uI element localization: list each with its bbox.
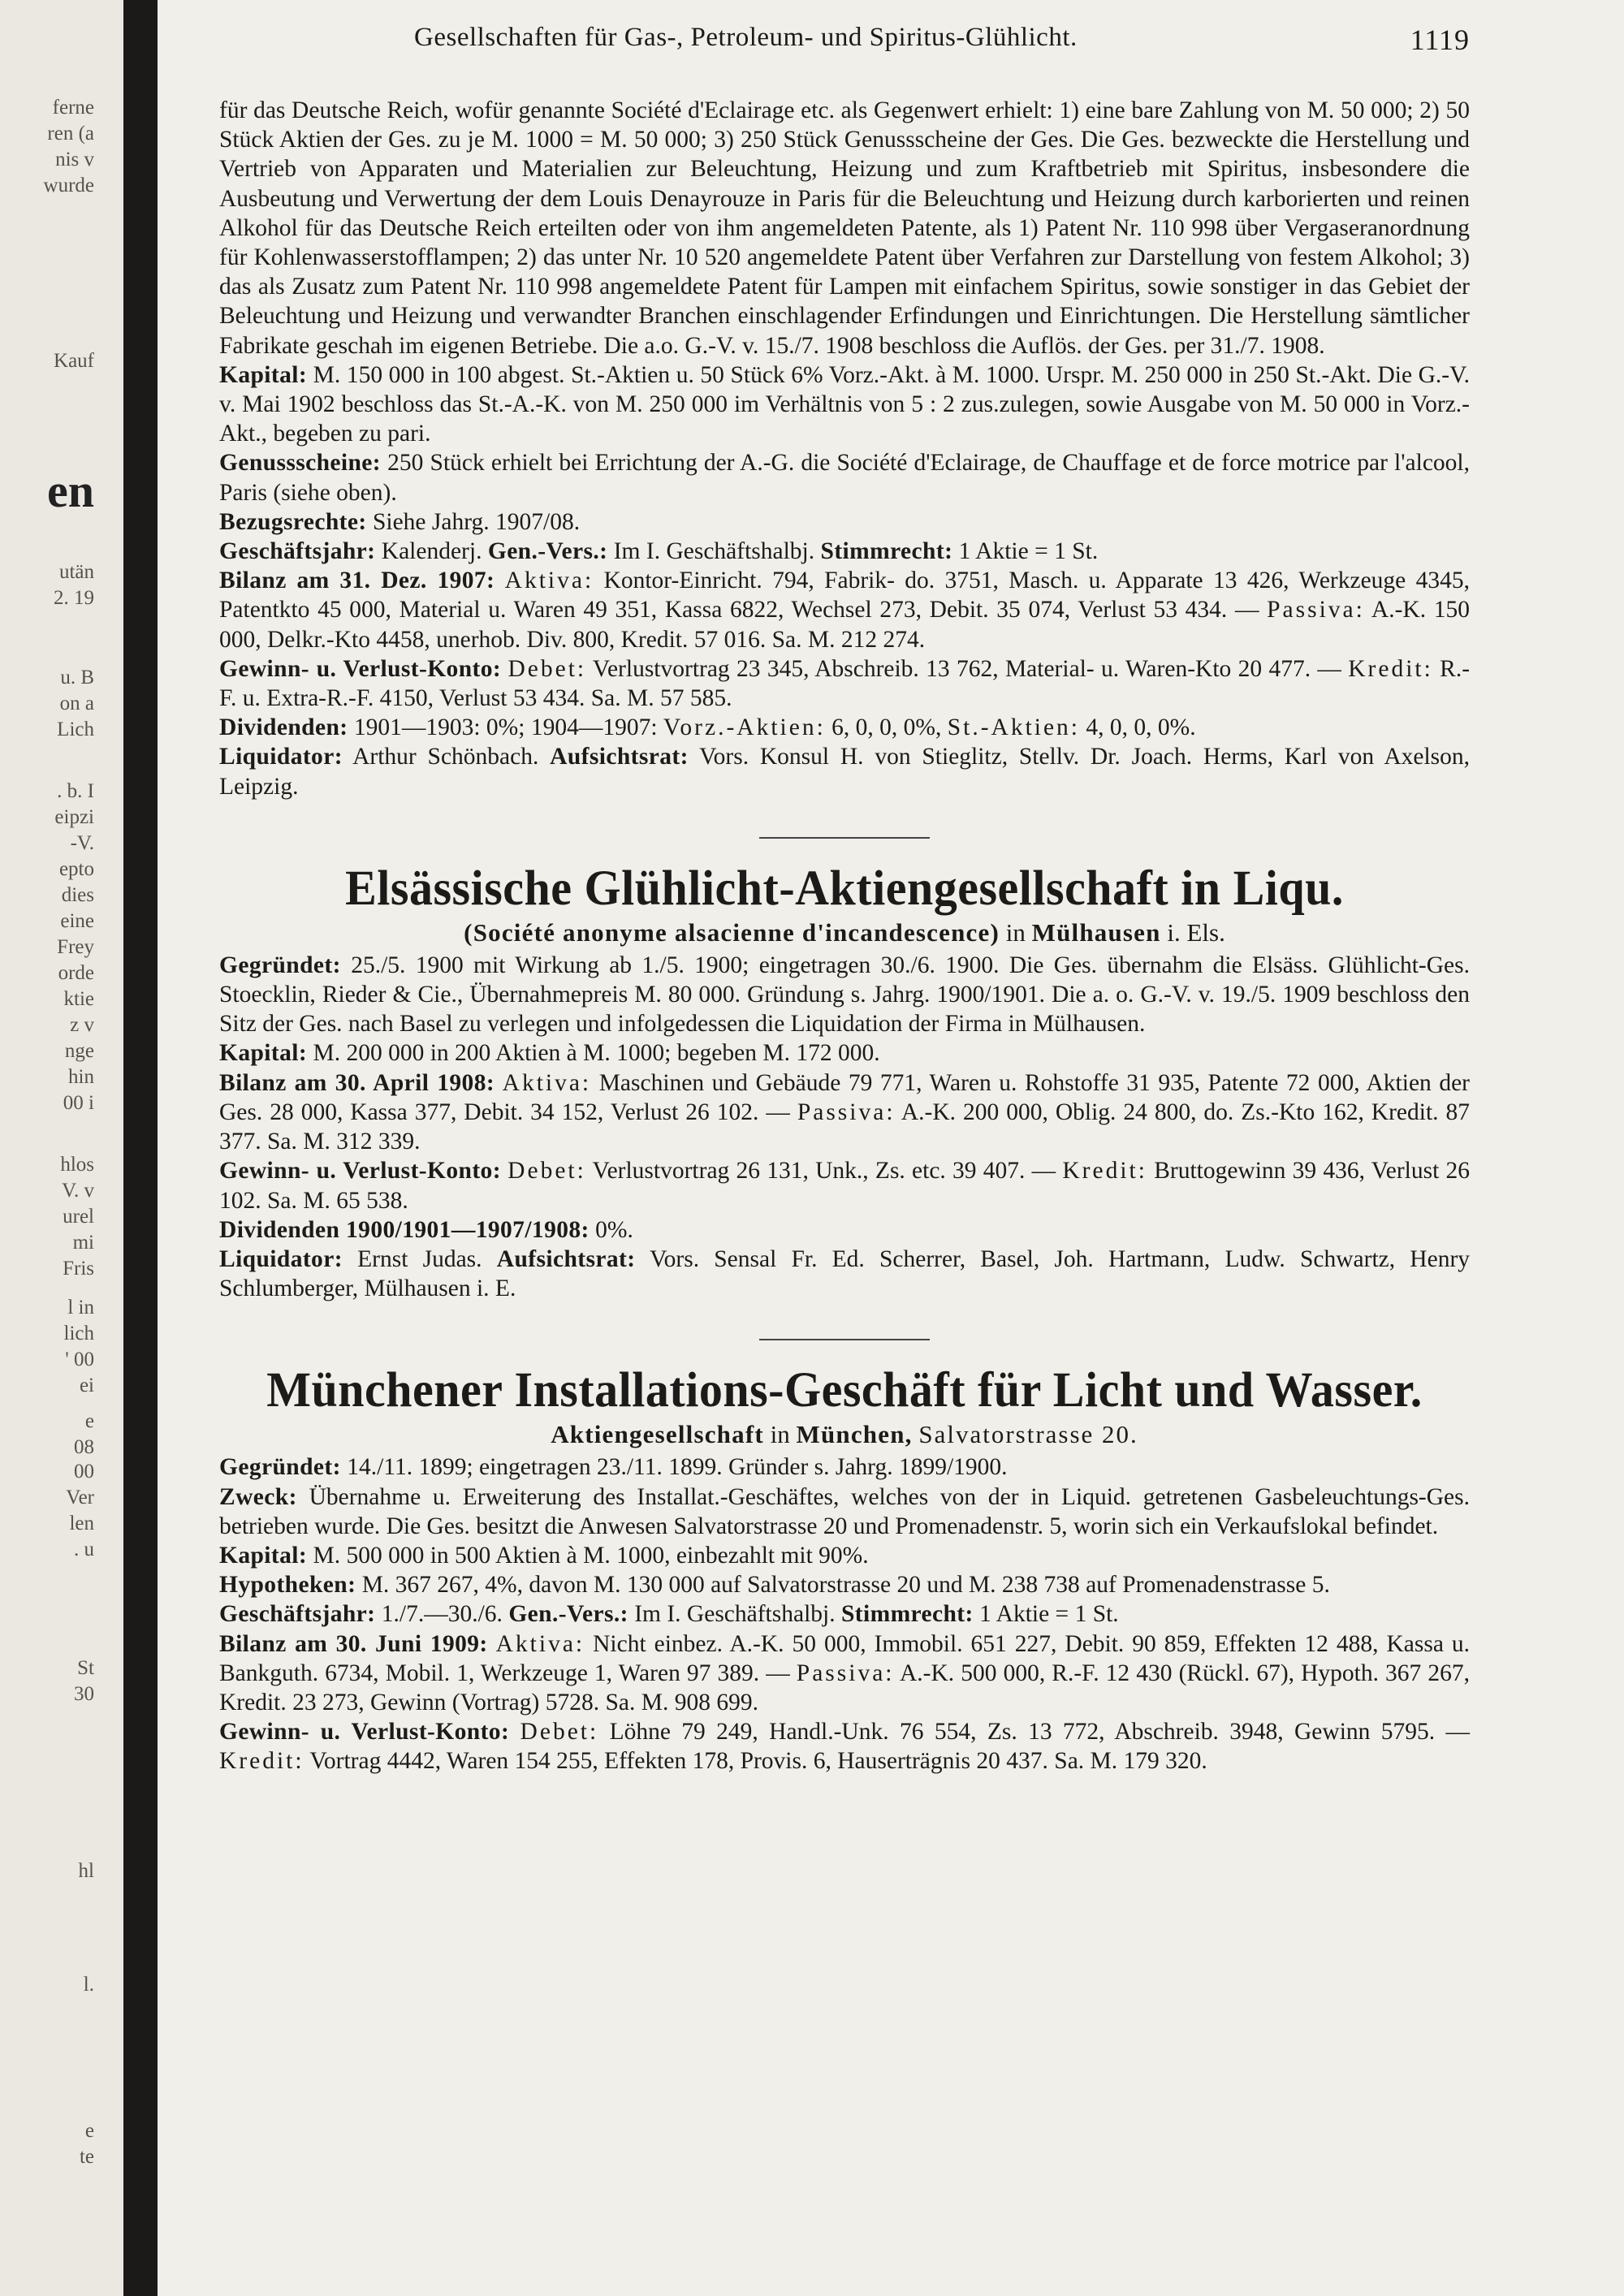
liquidator-label: Liquidator: xyxy=(219,1245,343,1272)
assets-word: Aktiva: xyxy=(504,568,594,594)
margin-fragment: ren (a xyxy=(47,123,94,145)
debit-word: Debet: xyxy=(520,1719,599,1746)
debit-word: Debet: xyxy=(508,655,587,682)
capital-label: Kapital: xyxy=(219,1542,308,1569)
fiscal-year-text: 1./7.—30./6. xyxy=(381,1601,503,1628)
credit-text: Vortrag 4442, Waren 154 255, Effekten 178, Provis. 6, Hauserträgnis 20 437. Sa. M. 179 320. xyxy=(309,1748,1207,1775)
liabilities-word: Passiva: xyxy=(1267,597,1365,624)
liquidator-paragraph xyxy=(219,742,1470,801)
preferred-shares-word: Vorz.-Aktien: xyxy=(663,714,826,741)
assets-text: Nicht einbez. A.-K. 50 000, Immobil. 651 227, Debit. 90 859, Effekten 12 488, Kassa u. Bankguth. 6734, Mobil. 1, Werkzeuge 1, Waren 97 389. — xyxy=(219,1630,1471,1686)
subtitle-in: in xyxy=(1005,917,1026,947)
margin-fragment: en xyxy=(47,464,94,517)
margin-fragment: -V. xyxy=(70,832,94,854)
capital-text: M. 500 000 in 500 Aktien à M. 1000, einbezahlt mit 90%. xyxy=(313,1542,869,1569)
margin-fragment: len xyxy=(69,1513,94,1534)
capital-text: M. 150 000 in 100 abgest. St.-Aktien u. 50 Stück 6% Vorz.-Akt. à M. 1000. Urspr. M. 250 000 in 250 St.-Akt. Die G.-V. v. Mai 1902 beschloss das St.-A.-K. von M. 250 000 im Verhältnis von 5 : 2 zus.zulegen, sowie Ausgabe von M. 50 000 in Vorz.-Akt., begeben zu pari. xyxy=(219,361,1471,447)
book-spine-shadow xyxy=(123,0,158,2296)
profit-shares-text: 250 Stück erhielt bei Errichtung der A.-G. die Société d'Eclairage, de Chauffage et de force motrice par l'alcool, Paris (siehe oben). xyxy=(219,450,1470,506)
assets-word: Aktiva: xyxy=(502,1069,592,1096)
margin-fragment: Kauf xyxy=(54,350,94,372)
profit-loss-paragraph xyxy=(219,1156,1470,1215)
margin-fragment: hlos xyxy=(60,1154,94,1176)
debit-text: Verlustvortrag 23 345, Abschreib. 13 762, Material- u. Waren-Kto 20 477. — xyxy=(592,655,1341,682)
adjacent-page-margin xyxy=(0,0,123,2296)
liquidator-paragraph xyxy=(219,1245,1470,1303)
credit-word: Kredit: xyxy=(219,1748,304,1775)
margin-fragment: Frey xyxy=(57,936,94,958)
assets-word: Aktiva: xyxy=(495,1630,585,1657)
dividends-text-c: 4, 0, 0, 0%. xyxy=(1086,714,1196,741)
company-city: München, xyxy=(796,1420,913,1449)
profit-loss-label: Gewinn- u. Verlust-Konto: xyxy=(219,1158,501,1185)
company-subtitle xyxy=(219,1418,1470,1451)
debit-text: Verlustvortrag 26 131, Unk., Zs. etc. 39 407. — xyxy=(592,1158,1056,1185)
founded-paragraph xyxy=(219,951,1470,1039)
purpose-paragraph xyxy=(219,1482,1470,1541)
company-legal-form: Aktiengesellschaft xyxy=(551,1420,764,1449)
profit-shares-label: Genussscheine: xyxy=(219,450,382,477)
page-header xyxy=(187,23,1470,60)
capital-label: Kapital: xyxy=(219,361,308,388)
margin-fragment: 00 xyxy=(74,1461,94,1482)
margin-fragment: ei xyxy=(79,1375,94,1396)
credit-word: Kredit: xyxy=(1062,1158,1147,1185)
founded-paragraph xyxy=(219,1452,1470,1482)
general-meeting-text: Im I. Geschäftshalbj. xyxy=(613,538,815,565)
margin-fragment: hl xyxy=(78,1860,94,1882)
founded-text: 25./5. 1900 mit Wirkung ab 1./5. 1900; eingetragen 30./6. 1900. Die Ges. übernahm die Elsäss. Glühlicht-Ges. Stoecklin, Rieder & Cie., Übernahmepreis M. 80 000. Gründung s. Jahrg. 1900/1901. Die a. o. G.-V. v. 19./5. 1909 beschloss den Sitz der Ges. nach Basel zu verlegen und infolgedessen die Liquidation der Firma in Mülhausen. xyxy=(219,952,1471,1038)
dividends-paragraph xyxy=(219,1215,1470,1245)
margin-fragment: te xyxy=(79,2146,94,2168)
founded-label: Gegründet: xyxy=(219,1454,341,1481)
margin-fragment: hin xyxy=(68,1066,94,1088)
margin-fragment: ferne xyxy=(52,97,94,119)
common-shares-word: St.-Aktien: xyxy=(947,714,1081,741)
fiscal-year-paragraph xyxy=(219,1599,1470,1629)
margin-fragment: nis v xyxy=(55,149,94,170)
subtitle-in: in xyxy=(770,1420,790,1449)
liquidator-label: Liquidator: xyxy=(219,744,343,770)
profit-loss-label: Gewinn- u. Verlust-Konto: xyxy=(219,1719,510,1746)
liabilities-word: Passiva: xyxy=(797,1098,896,1125)
capital-label: Kapital: xyxy=(219,1040,308,1067)
mortgages-text: M. 367 267, 4%, davon M. 130 000 auf Salvatorstrasse 20 und M. 238 738 auf Promenadenstrasse 5. xyxy=(361,1572,1330,1599)
margin-fragment: nge xyxy=(64,1040,94,1062)
company-subtitle xyxy=(219,917,1470,949)
subscription-rights-text: Siehe Jahrg. 1907/08. xyxy=(372,508,581,535)
margin-fragment: V. v xyxy=(62,1180,94,1202)
purpose-text: Übernahme u. Erweiterung des Installat.-Geschäftes, welches von der in Liquid. getretenen Gasbeleuchtungs-Ges. betrieben wurde. Die Ges. besitzt die Anwesen Salvatorstrasse 20 und Promenadenstr. 5, worin sich ein Verkaufslokal befindet. xyxy=(219,1483,1471,1539)
margin-fragment: eine xyxy=(60,910,94,932)
liabilities-word: Passiva: xyxy=(796,1659,895,1686)
margin-fragment: Ver xyxy=(66,1487,94,1508)
margin-fragment: . u xyxy=(74,1539,94,1560)
margin-fragment: lich xyxy=(63,1323,94,1344)
supervisory-board-text: Vors. Sensal Fr. Ed. Scherrer, Basel, Joh. Hartmann, Ludw. Schwartz, Henry Schlumberger, Mülhausen i. E. xyxy=(219,1245,1471,1302)
company-french-name: (Société anonyme alsacienne d'incandescence) xyxy=(464,917,1000,947)
liabilities-text: A.-K. 150 000, Delkr.-Kto 4458, unerhob. Div. 800, Kredit. 57 016. Sa. M. 212 274. xyxy=(219,597,1471,653)
general-meeting-label: Gen.-Vers.: xyxy=(508,1601,628,1628)
dividends-text: 0%. xyxy=(595,1216,633,1243)
liabilities-text: A.-K. 500 000, R.-F. 12 430 (Rückl. 67), Hypoth. 367 267, Kredit. 23 273, Gewinn (Vortrag) 5728. Sa. M. 908 699. xyxy=(219,1659,1471,1716)
dividends-label: Dividenden 1900/1901—1907/1908: xyxy=(219,1216,590,1243)
margin-fragment: u. B xyxy=(60,667,94,688)
section-divider xyxy=(759,837,930,839)
profit-loss-label: Gewinn- u. Verlust-Konto: xyxy=(219,655,502,682)
margin-fragment: urel xyxy=(63,1206,94,1228)
voting-right-label: Stimmrecht: xyxy=(840,1601,974,1628)
credit-text: Bruttogewinn 39 436, Verlust 26 102. Sa. M. 65 538. xyxy=(219,1158,1471,1214)
margin-fragment: epto xyxy=(58,858,94,880)
credit-word: Kredit: xyxy=(1348,655,1433,682)
capital-paragraph xyxy=(219,1541,1470,1570)
entry-muenchener xyxy=(219,1362,1470,1776)
company-title: Elsässische Glühlicht-Aktiengesellschaft in Liqu. xyxy=(345,860,1344,916)
margin-fragment: ' 00 xyxy=(65,1349,94,1370)
profit-shares-paragraph xyxy=(219,448,1470,507)
capital-paragraph xyxy=(219,1038,1470,1068)
margin-fragment: 30 xyxy=(74,1683,94,1705)
margin-fragment: on a xyxy=(59,693,94,714)
debit-text: Löhne 79 249, Handl.-Unk. 76 554, Zs. 13 772, Abschreib. 3948, Gewinn 5795. — xyxy=(609,1719,1471,1746)
margin-fragment: l. xyxy=(83,1974,94,1996)
fiscal-year-paragraph xyxy=(219,537,1470,566)
margin-fragment: St xyxy=(77,1657,94,1679)
margin-fragment: Lich xyxy=(57,719,94,740)
margin-fragment: wurde xyxy=(43,175,94,196)
margin-fragment: e xyxy=(84,2120,94,2142)
founded-label: Gegründet: xyxy=(219,952,341,978)
dividends-text-b: 6, 0, 0, 0%, xyxy=(831,714,942,741)
debit-word: Debet: xyxy=(508,1158,586,1185)
entry-continued xyxy=(219,96,1470,801)
page-body xyxy=(219,96,1470,1776)
balance-label: Bilanz am 31. Dez. 1907: xyxy=(219,568,495,594)
balance-paragraph xyxy=(219,1629,1470,1718)
profit-loss-paragraph xyxy=(219,654,1470,713)
margin-fragment: mi xyxy=(72,1232,94,1254)
liquidator-text: Arthur Schönbach. xyxy=(352,744,539,770)
supervisory-board-text: Vors. Konsul H. von Stieglitz, Stellv. Dr. Joach. Herms, Karl von Axelson, Leipzig. xyxy=(219,744,1471,800)
subscription-rights-paragraph xyxy=(219,507,1470,537)
company-address: Salvatorstrasse 20. xyxy=(918,1420,1138,1449)
assets-text: Maschinen und Gebäude 79 771, Waren u. Rohstoffe 31 935, Patente 72 000, Aktien der Ges. 28 000, Kassa 377, Debit. 34 152, Verlust 26 102. — xyxy=(219,1069,1470,1125)
margin-fragment: 00 i xyxy=(63,1092,94,1114)
dividends-text-a: 1901—1903: 0%; 1904—1907: xyxy=(353,714,658,741)
capital-paragraph xyxy=(219,360,1470,449)
balance-paragraph xyxy=(219,1068,1470,1157)
balance-label: Bilanz am 30. Juni 1909: xyxy=(219,1630,488,1657)
margin-fragment: orde xyxy=(58,962,94,984)
fiscal-year-text: Kalenderj. xyxy=(381,538,482,565)
general-meeting-text: Im I. Geschäftshalbj. xyxy=(634,1601,836,1628)
mortgages-label: Hypotheken: xyxy=(219,1572,356,1599)
margin-fragment: Fris xyxy=(63,1258,94,1280)
subtitle-tail: i. Els. xyxy=(1167,917,1225,947)
profit-loss-paragraph xyxy=(219,1717,1470,1776)
company-title: Münchener Installations-Geschäft für Licht und Wasser. xyxy=(266,1362,1423,1418)
entry-elsaessische xyxy=(219,860,1470,1303)
founded-text: 14./11. 1899; eingetragen 23./11. 1899. Gründer s. Jahrg. 1899/1900. xyxy=(347,1454,1008,1481)
voting-right-label: Stimmrecht: xyxy=(820,538,953,565)
liabilities-text: A.-K. 200 000, Oblig. 24 800, do. Zs.-Kto 162, Kredit. 87 377. Sa. M. 312 339. xyxy=(219,1098,1470,1155)
running-title: Gesellschaften für Gas-, Petroleum- und Spiritus-Glühlicht. xyxy=(414,23,1078,52)
voting-right-text: 1 Aktie = 1 St. xyxy=(979,1601,1119,1628)
company-city: Mülhausen xyxy=(1031,917,1161,947)
margin-fragment: 08 xyxy=(74,1436,94,1458)
fiscal-year-label: Geschäftsjahr: xyxy=(219,538,376,565)
margin-fragment: 2. 19 xyxy=(54,587,94,609)
dividends-label: Dividenden: xyxy=(219,714,348,741)
mortgages-paragraph xyxy=(219,1570,1470,1599)
margin-fragment: dies xyxy=(61,884,94,906)
margin-fragment: utän xyxy=(58,561,94,583)
supervisory-board-label: Aufsichtsrat: xyxy=(496,1245,636,1272)
purpose-label: Zweck: xyxy=(219,1483,297,1510)
capital-text: M. 200 000 in 200 Aktien à M. 1000; begeben M. 172 000. xyxy=(313,1040,880,1067)
entry-intro-paragraph: für das Deutsche Reich, wofür genannte Société d'Eclairage etc. als Gegenwert erhielt: 1) eine bare Zahlung von M. 50 000; 2) 50 Stück Aktien der Ges. zu je M. 1000 = M. 50 000; 3) 250 Stück Genussscheine der Ges. Die Ges. bezweckte die Herstellung und Vertrieb von Apparaten und Materialien zur Beleuchtung, Heizung und zum Kraftbetrieb mit Spiritus, insbesondere die Ausbeutung und Verwertung der dem Louis Denayrouze in Paris für die Beleuchtung und Heizung durch karborierten und reinen Alkohol für das Deutsche Reich erteilten oder von ihm angemeldeten Patente, als 1) Patent Nr. 110 998 über Vergaseranordnung für Kohlenwasserstofflampen; 2) das unter Nr. 10 520 angemeldete Patent über Verfahren zur Darstellung von festem Alkohol; 3) das als Zusatz zum Patent Nr. 110 998 angemeldete Patent für Lampen mit einfachem Spiritus, sowie sonstiger in das Gebiet der Beleuchtung und Heizung und verwandter Branchen einschlagender Erfindungen und Einrichtungen. Die Herstellung sämtlicher Fabrikate geschah im eigenen Betriebe. Die a.o. G.-V. v. 15./7. 1908 beschloss die Auflös. der Ges. per 31./7. 1908. xyxy=(219,97,1470,359)
page-number: 1119 xyxy=(1410,24,1470,56)
section-divider xyxy=(759,1339,930,1340)
margin-fragment: l in xyxy=(67,1297,94,1318)
margin-fragment: e xyxy=(84,1410,94,1432)
general-meeting-label: Gen.-Vers.: xyxy=(487,538,608,565)
assets-text: Kontor-Einricht. 794, Fabrik- do. 3751, Masch. u. Apparate 13 426, Werkzeuge 4345, Patentkto 45 000, Material u. Waren 49 351, Kassa 6822, Wechsel 273, Debit. 35 074, Verlust 53 434. — xyxy=(219,568,1471,624)
margin-fragment: . b. I xyxy=(57,780,94,802)
balance-label: Bilanz am 30. April 1908: xyxy=(219,1069,495,1096)
liquidator-text: Ernst Judas. xyxy=(357,1245,482,1272)
margin-fragment: ktie xyxy=(63,988,94,1010)
supervisory-board-label: Aufsichtsrat: xyxy=(550,744,689,770)
dividends-paragraph xyxy=(219,713,1470,742)
margin-fragment: eipzi xyxy=(54,806,94,828)
fiscal-year-label: Geschäftsjahr: xyxy=(219,1601,376,1628)
subscription-rights-label: Bezugsrechte: xyxy=(219,508,367,535)
balance-paragraph xyxy=(219,566,1470,654)
margin-fragment: z v xyxy=(70,1014,94,1036)
voting-right-text: 1 Aktie = 1 St. xyxy=(958,538,1099,565)
credit-text: R.-F. u. Extra-R.-F. 4150, Verlust 53 434. Sa. M. 57 585. xyxy=(219,655,1471,712)
